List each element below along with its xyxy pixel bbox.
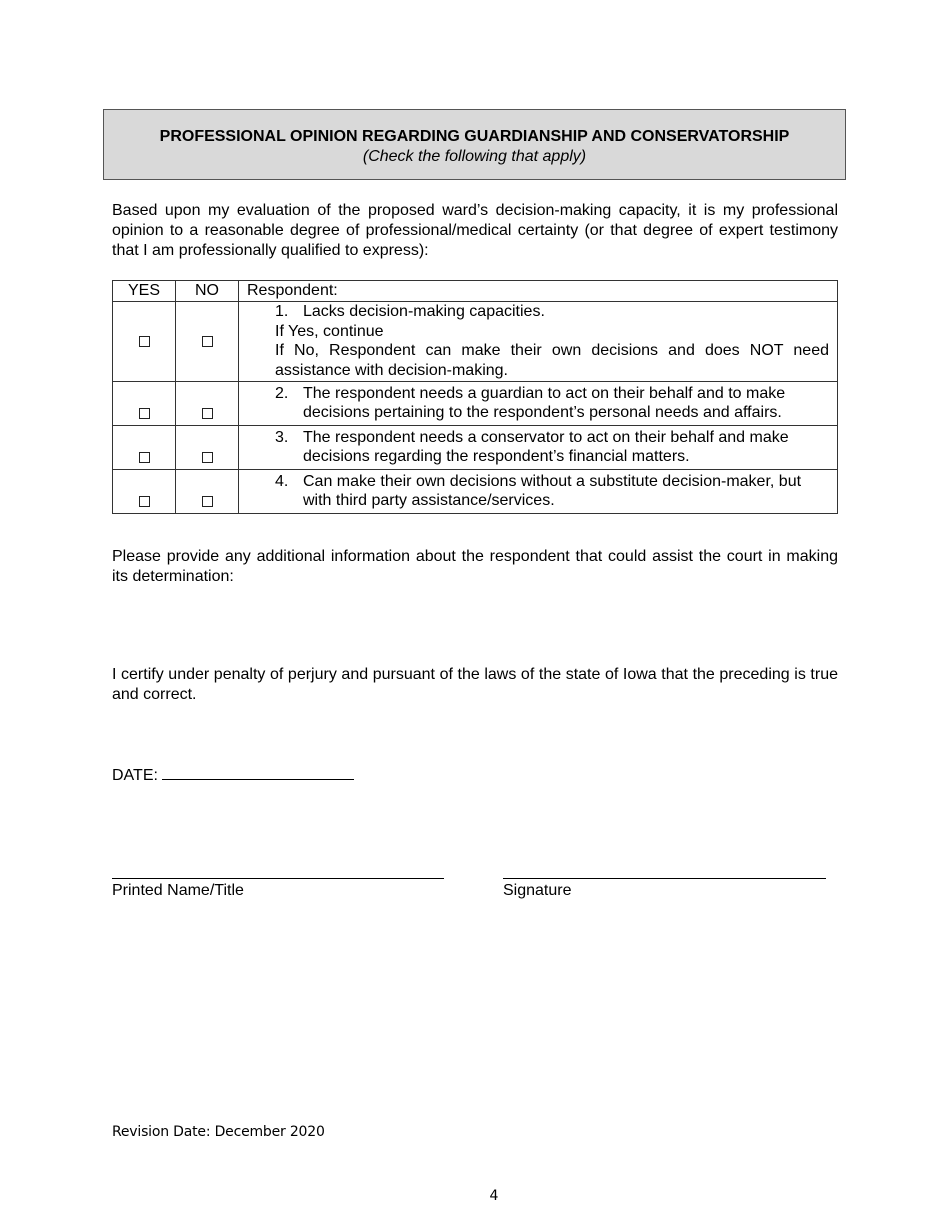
yes-checkbox-2[interactable] (139, 408, 150, 419)
yes-cell-1 (113, 301, 176, 381)
additional-info-prompt: Please provide any additional information about the respondent that could assist the court in making its determination: (112, 548, 838, 585)
no-cell-1 (176, 301, 239, 381)
table-row (113, 469, 838, 513)
item-text-continued: with third party assistance/services. (303, 492, 555, 509)
table-row (113, 425, 838, 469)
item-text: The respondent needs a conservator to act on their behalf and make (303, 428, 789, 446)
date-row (112, 763, 354, 786)
yes-column-header: YES (113, 281, 176, 302)
item-number: 1. (275, 303, 289, 320)
no-cell-4 (176, 469, 239, 513)
intro-paragraph: Based upon my evaluation of the proposed ward’s decision-making capacity, it is my professional opinion to a reasonable degree of professional/medical certainty (or that degree of expert testimony that I am professionally qualified to express): (112, 202, 838, 259)
no-cell-3 (176, 425, 239, 469)
item-text: Can make their own decisions without a substitute decision-maker, but (303, 472, 802, 490)
header-box (103, 109, 846, 180)
table-header-row (113, 281, 838, 302)
opinion-table (112, 280, 838, 514)
no-column-header: NO (176, 281, 239, 302)
yes-cell-4 (113, 469, 176, 513)
item-text: The respondent needs a guardian to act on their behalf and to make (303, 384, 786, 402)
respondent-column-header: Respondent: (239, 281, 838, 302)
item-number: 4. (275, 472, 289, 490)
page-number: 4 (489, 1188, 499, 1204)
form-subtitle: (Check the following that apply) (362, 148, 587, 165)
yes-cell-3 (113, 425, 176, 469)
item-1 (239, 301, 838, 381)
form-title: PROFESSIONAL OPINION REGARDING GUARDIANSHIP AND CONSERVATORSHIP (159, 128, 790, 145)
yes-checkbox-1[interactable] (139, 336, 150, 347)
item-text-continued: decisions pertaining to the respondent’s personal needs and affairs. (303, 404, 782, 421)
yes-checkbox-3[interactable] (139, 452, 150, 463)
no-checkbox-3[interactable] (202, 452, 213, 463)
item-text: Lacks decision-making capacities. (303, 303, 545, 320)
certification-statement: I certify under penalty of perjury and pursuant of the laws of the state of Iowa that the preceding is true and correct. (112, 666, 838, 703)
item-number: 3. (275, 428, 289, 446)
signature-line[interactable] (503, 878, 826, 879)
item-number: 2. (275, 384, 289, 402)
printed-name-label: Printed Name/Title (112, 882, 244, 899)
item-text-continued: decisions regarding the respondent’s financial matters. (303, 448, 690, 465)
printed-name-line[interactable] (112, 878, 444, 879)
table-row (113, 381, 838, 425)
yes-cell-2 (113, 381, 176, 425)
table-row (113, 301, 838, 381)
date-label: DATE: (112, 767, 158, 784)
no-checkbox-1[interactable] (202, 336, 213, 347)
item-4 (239, 469, 838, 513)
no-cell-2 (176, 381, 239, 425)
no-checkbox-4[interactable] (202, 496, 213, 507)
yes-checkbox-4[interactable] (139, 496, 150, 507)
date-input-line[interactable] (162, 763, 354, 780)
item-3 (239, 425, 838, 469)
no-checkbox-2[interactable] (202, 408, 213, 419)
item-2 (239, 381, 838, 425)
revision-date: Revision Date: December 2020 (112, 1124, 325, 1140)
item-note-yes: If Yes, continue (275, 322, 384, 340)
signature-label: Signature (503, 882, 572, 899)
item-note-no: If No, Respondent can make their own decisions and does NOT need assistance with decision-making. (275, 342, 829, 379)
